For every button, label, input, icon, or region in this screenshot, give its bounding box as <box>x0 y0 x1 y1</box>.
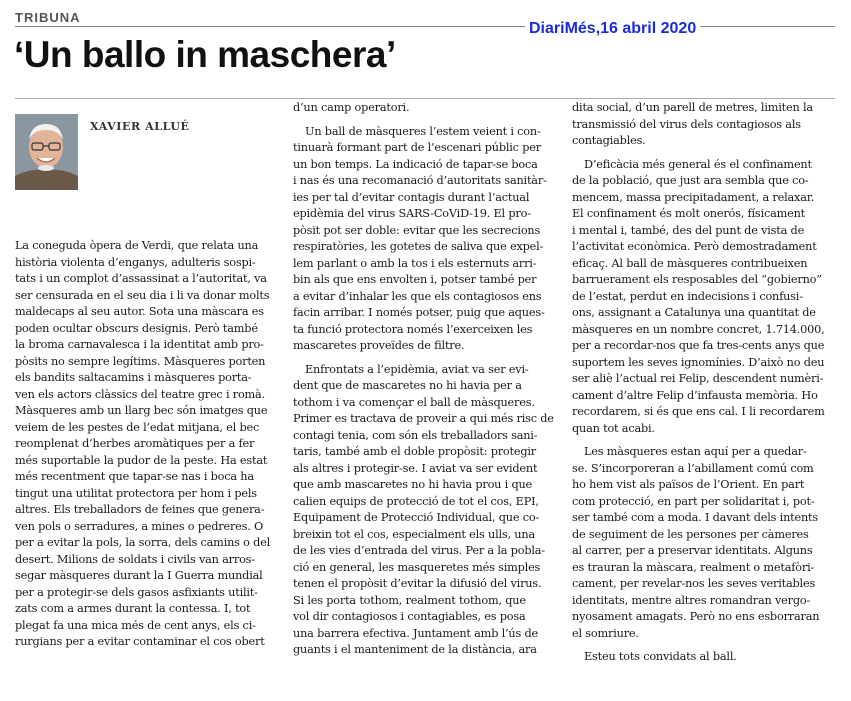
article-line: ser aliè l’actual rei Felip, descendent numèri- <box>572 372 824 385</box>
paragraph-gap <box>293 117 556 124</box>
article-line: zats com a armes durant la contessa. I, tot <box>15 602 251 615</box>
article-line: taris, també amb el doble propòsit: protegir <box>293 445 536 458</box>
article-line: vol dir contagiosos i contagiables, es posa <box>293 610 526 623</box>
article-line: cament, per revelar-nos les seves veritables <box>572 577 816 590</box>
article-line: per a recordar-nos que fa tres-cents anys que <box>572 339 825 352</box>
article-line: quan tot acabi. <box>572 421 655 435</box>
article-line: altres. Els treballadors de feines que genera- <box>15 503 265 516</box>
article-line: ies per tal d’evitar contagis durant l’actual <box>293 190 530 204</box>
article-line: per a protegir-se dels gasos asfixiants utilit- <box>15 585 258 599</box>
article-line: Si les porta tothom, realment tothom, que <box>293 593 526 607</box>
article-line: i mental i, també, des del punt de vista de <box>572 223 805 237</box>
article-line: de seguiment de les persones per càmeres <box>572 527 809 541</box>
article-line: lem parlant o amb la tos i els esternuts arri- <box>293 256 537 270</box>
article-line: de les vies d’entrada del virus. Per a la pobla- <box>293 544 545 557</box>
article-line: tothom i va començar el ball de màsqueres. <box>293 395 535 409</box>
article-line: la broma carnavalesca i la identitat amb pro- <box>15 338 264 351</box>
article-line: veiem de les pestes de l’edat mitjana, el bec <box>15 420 260 434</box>
article-line: facin arribar. I només potser, puig que aques- <box>293 306 545 319</box>
article-line: història violenta d’enganys, adulteris sospi- <box>15 255 256 269</box>
article-line: als altres i protegir-se. I aviat va ser evident <box>293 461 538 475</box>
author-photo <box>15 114 78 190</box>
article-line: barruerament els resposables del “gobierno” <box>572 273 822 286</box>
article-line: pòsits no sempre legítims. Màsqueres porten <box>15 354 266 368</box>
article-line: ta funció protectora només l’exerceixen les <box>293 322 533 336</box>
article-line: tats i un complot d’assassinat a l’autoritat, va <box>15 272 267 285</box>
article-line: Un ball de màsqueres l’estem veient i con- <box>305 124 541 138</box>
article-line: ció en general, les masqueretes més simples <box>293 560 541 574</box>
article-line: a evitar d’inhalar les que els contagiosos ens <box>293 289 542 303</box>
article-column-2 <box>293 100 556 659</box>
article-line: una barrera efectiva. Juntament amb l’ús de <box>293 626 539 640</box>
article-line: contagi tenia, com són els treballadors sani- <box>293 428 538 442</box>
article-line: i nas és una recomanació d’autoritats sanitàr- <box>293 174 547 187</box>
article-line: suportem les seves ignomínies. D’això no deu <box>572 355 825 369</box>
article-line: tinuarà formant part de l’escenari públic per <box>293 141 541 154</box>
article-line: que amb mascaretes no hi havia prou i que <box>293 478 533 491</box>
article-line: ho hem vist als països de l’Orient. En part <box>572 478 805 491</box>
article-line: bin als que ens envolten i, potser també per <box>293 273 537 286</box>
article-line: Màsqueres amb un llarg bec són imatges que <box>15 404 268 417</box>
article-line: maldecaps al seu autor. Sota una màscara es <box>15 305 264 318</box>
article-line: per a evitar la pols, la sorra, dels camins o del <box>15 536 271 549</box>
article-line: tingut una utilitat protectora per hom i pels <box>15 486 257 500</box>
article-line: calien equips de protecció de tot el cos, EPI, <box>293 494 539 508</box>
article-column-1 <box>15 238 271 651</box>
article-line: epidèmia del virus SARS-CoViD-19. El pro- <box>293 207 531 220</box>
paragraph-gap <box>572 437 835 444</box>
article-line: d’un camp operatori. <box>293 101 410 114</box>
article-line: poden ocultar obscurs designis. Però també <box>15 321 258 335</box>
author-name: XAVIER ALLUÉ <box>90 120 190 133</box>
article-line: de la població, que just ara sembla que co- <box>572 174 809 187</box>
article-line: tenen el propòsit d’evitar la difusió del virus. <box>293 577 542 590</box>
paragraph-gap <box>293 355 556 362</box>
article-line: ser censurada en el seu dia i li va donar molts <box>15 288 270 302</box>
article-line: transmissió del virus dels contagiosos als <box>572 117 801 131</box>
article-line: ven els actors clàssics del teatre grec i romà. <box>15 387 265 401</box>
article-line: contagiables. <box>572 134 646 147</box>
article-line: es trauran la màscara, realment o metafòri- <box>572 560 815 574</box>
article-line: recordarem, si és que ens cal. I li recordarem <box>572 405 825 418</box>
headline: ‘Un ballo in maschera’ <box>14 34 396 75</box>
article-line: respiratòries, les gotetes de saliva que expel- <box>293 240 544 253</box>
article-line: dita social, d’un parell de metres, limiten la <box>572 101 813 114</box>
article-line: l’activitat econòmica. Però demostradament <box>572 240 817 253</box>
article-line: guants i el manteniment de la distància, ara <box>293 643 537 656</box>
article-line: plegat fa una mica més de cent anys, els ci- <box>15 618 256 632</box>
article-line: màsqueres en un nombre concret, 1.714.000, <box>572 322 825 336</box>
top-rule <box>15 26 835 27</box>
headline-rule <box>15 98 835 99</box>
article-line: més recentment que tapar-se nas i boca ha <box>15 470 254 483</box>
article-line: mencem, massa precipitadament, a relaxar. <box>572 190 815 204</box>
article-line: se. S’incorporeran a l’abillament comú com <box>572 461 814 475</box>
article-line: nyosament amagats. Però no ens esborraran <box>572 610 820 623</box>
article-line: El confinament és molt onerós, físicament <box>572 207 806 220</box>
article-line: identitats, mentre altres romandran vergo- <box>572 593 811 607</box>
article-line: Primer es tractava de proveir a qui més risc de <box>293 412 554 425</box>
article-line: ven pols o serradures, a mines o pedreres. O <box>15 519 264 533</box>
article-line: un bon temps. La indicació de tapar-se boca <box>293 157 538 171</box>
article-line: com protecció, en part per solidaritat i, pot- <box>572 494 815 508</box>
article-line: cament d’altre Felip d’infausta memòria. Ho <box>572 388 818 402</box>
article-line: pòsit pot ser doble: evitar que les secrecions <box>293 223 541 237</box>
article-line: segar màsqueres durant la I Guerra mundial <box>15 569 263 582</box>
article-line: dent que de mascaretes no hi havia per a <box>293 379 522 392</box>
article-line: Equipament de Protecció Individual, que co- <box>293 511 540 524</box>
article-line: D’eficàcia més general és el confinament <box>584 157 812 171</box>
article-line: Les màsqueres estan aquí per a quedar- <box>584 445 807 458</box>
article-line: rurgians per a evitar contaminar el cos obert <box>15 635 265 648</box>
article-line: Enfrontats a l’epidèmia, aviat va ser evi- <box>305 362 529 376</box>
section-tag: TRIBUNA <box>15 10 81 25</box>
article-line: de l’estat, perdut en indecisions i confusi- <box>572 289 803 303</box>
article-column-3 <box>572 100 835 666</box>
article-line: el somriure. <box>572 626 639 640</box>
paragraph-gap <box>572 150 835 157</box>
article-line: els bandits saltacamins i màsqueres porta- <box>15 371 252 384</box>
article-line: reomplenat d’herbes aromàtiques per a fer <box>15 437 255 450</box>
paragraph-gap <box>572 642 835 649</box>
article-line: al carrer, per a preservar identitats. Alguns <box>572 544 813 557</box>
article-line: més suportable la pudor de la peste. Ha estat <box>15 453 268 467</box>
source-date-label: DiariMés,16 abril 2020 <box>525 20 700 38</box>
article-line: breixin tot el cos, especialment els ulls, una <box>293 527 535 541</box>
article-line: ser també com a moda. I davant dels intents <box>572 511 818 524</box>
article-line: La coneguda òpera de Verdi, que relata una <box>15 239 259 252</box>
article-line: mascaretes proveïdes de filtre. <box>293 339 465 352</box>
article-line: ons, assignant a Catalunya una quantitat de <box>572 306 816 319</box>
article-line: Esteu tots convidats al ball. <box>584 650 737 663</box>
article-line: desert. Milions de soldats i civils van arros- <box>15 552 255 566</box>
article-line: eficaç. Al ball de màsqueres contribueixen <box>572 256 808 270</box>
